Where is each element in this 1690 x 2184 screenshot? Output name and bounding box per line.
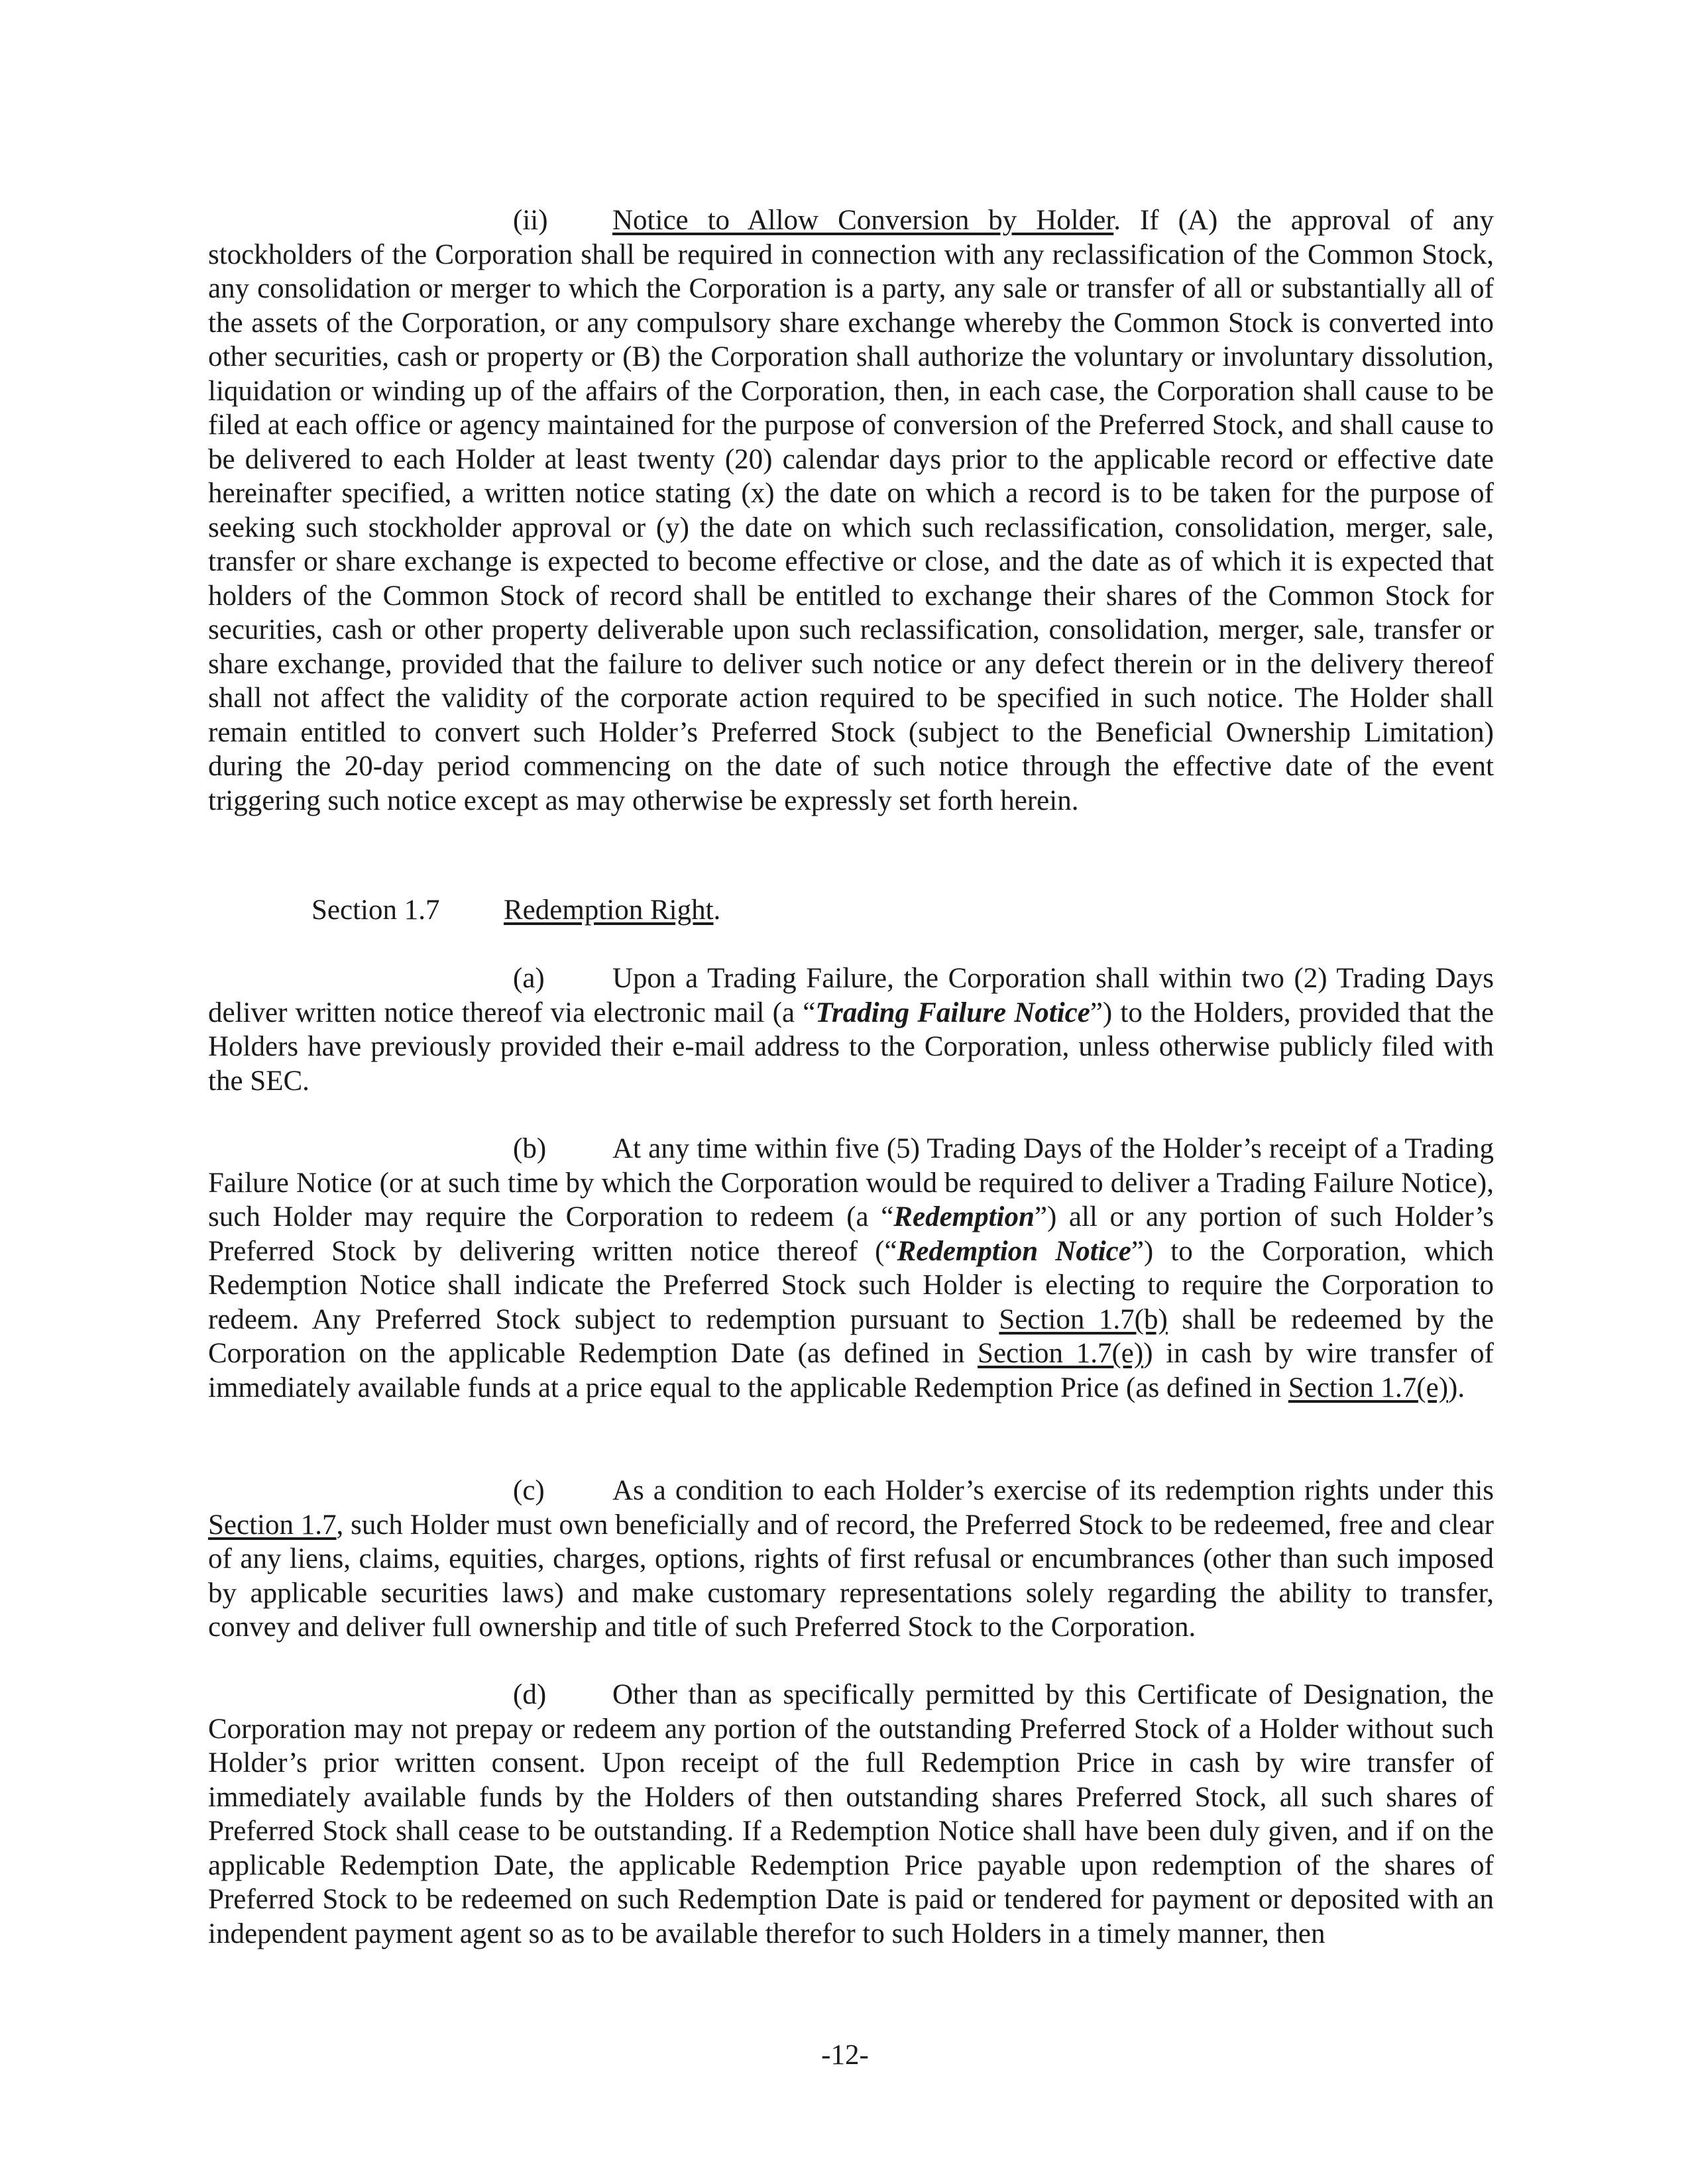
paragraph-text: Other than as specifically permitted by this Certificate of Designation, the Corporation may not prepay or redeem any portion of the outstanding Preferred Stock of a Holder without such Holder’s prior written consent. Upon receipt of the full Redemption Price in cash by wire transfer of immediately available funds by the Holders of then outstanding shares Preferred Stock, all such shares of Preferred Stock shall cease to be outstanding. If a Redemption Notice shall have been duly given, and if on the applicable Redemption Date, the applicable Redemption Price payable upon redemption of the shares of Preferred Stock to be redeemed on such Redemption Date is paid or tendered for payment or deposited with an independent payment agent so as to be available therefor to such Holders in a timely manner, then <box>208 1679 1494 1949</box>
section-reference: Section 1.7(e) <box>978 1338 1144 1369</box>
page-number: -12- <box>821 2040 869 2071</box>
defined-term: Redemption Notice <box>897 1235 1131 1267</box>
paragraph-text: ”) all or any portion of such Holder’s Preferred Stock by delivering written notice thereof (“ <box>208 1201 1494 1267</box>
section-title: Redemption Right <box>504 895 714 926</box>
paragraph-text: . If (A) the approval of any stockholders of the Corporation shall be required in connection with any reclassification of the Common Stock, any consolidation or merger to which the Corporation is a party, any sale or transfer of all or substantially all of the assets of the Corporation, or any compulsory share exchange whereby the Common Stock is converted into other securities, cash or property or (B) the Corporation shall authorize the voluntary or involuntary dissolution, liquidation or winding up of the affairs of the Corporation, then, in each case, the Corporation shall cause to be filed at each office or agency maintained for the purpose of conversion of the Preferred Stock, and shall cause to be delivered to each Holder at least twenty (20) calendar days prior to the applicable record or effective date hereinafter specified, a written notice stating (x) the date on which a record is to be taken for the purpose of seeking such stockholder approval or (y) the date on which such reclassification, consolidation, merger, sale, transfer or share exchange is expected to become effective or close, and the date as of which it is expected that holders of the Common Stock of record shall be entitled to exchange their shares of the Common Stock for securities, cash or other property deliverable upon such reclassification, consolidation, merger, sale, transfer or share exchange, provided that the failure to deliver such notice or any defect therein or in the delivery thereof shall not affect the validity of the corporate action required to be specified in such notice. The Holder shall remain entitled to convert such Holder’s Preferred Stock (subject to the Beneficial Ownership Limitation) during the 20-day period commencing on the date of such notice through the effective date of the event triggering such notice except as may otherwise be expressly set forth herein. <box>208 205 1494 816</box>
paragraph-label: (b) <box>513 1133 547 1164</box>
paragraph-text: ”) to the Corporation, which Redemption Notice shall indicate the Preferred Stock such Holder is electing to require the Corporation to redeem. Any Preferred Stock subject to redemption pursuant to <box>208 1235 1494 1335</box>
paragraph-text: As a condition to each Holder’s exercise of its redemption rights under this <box>612 1475 1494 1506</box>
paragraph-text: ). <box>1448 1372 1465 1403</box>
paragraph-text: Upon a Trading Failure, the Corporation shall within two (2) Trading Days deliver written notice thereof via electronic mail (a “ <box>208 963 1494 1028</box>
paragraph-text: ) in cash by wire transfer of immediately available funds at a price equal to the applicable Redemption Price (as defined in <box>208 1338 1494 1403</box>
paragraph-label: (ii) <box>513 205 548 236</box>
section-number: Section 1.7 <box>311 895 440 926</box>
paragraph-label: (c) <box>513 1475 545 1506</box>
section-title-suffix: . <box>713 895 721 926</box>
paragraph-text: shall be redeemed by the Corporation on the applicable Redemption Date (as defined in <box>208 1303 1494 1369</box>
paragraph-label: (a) <box>513 963 545 994</box>
section-reference: Section 1.7(e) <box>1288 1372 1449 1403</box>
defined-term: Redemption <box>893 1201 1035 1232</box>
paragraph-ii <box>208 203 1494 818</box>
section-reference: Section 1.7(b) <box>999 1303 1168 1335</box>
defined-term: Trading Failure Notice <box>815 997 1090 1028</box>
paragraph-text: ”) to the Holders, provided that the Holders have previously provided their e-mail address to the Corporation, unless otherwise publicly filed with the SEC. <box>208 997 1494 1097</box>
paragraph-b <box>208 1132 1494 1405</box>
paragraph-text: At any time within five (5) Trading Days of the Holder’s receipt of a Trading Failure Notice (or at such time by which the Corporation would be required to deliver a Trading Failure Notice), such Holder may require the Corporation to redeem (a “ <box>208 1133 1494 1232</box>
paragraph-d <box>208 1678 1494 1951</box>
paragraph-c <box>208 1474 1494 1645</box>
section-reference: Section 1.7 <box>208 1509 337 1541</box>
paragraph-a <box>208 961 1494 1098</box>
paragraph-text: , such Holder must own beneficially and of record, the Preferred Stock to be redeemed, free and clear of any liens, claims, equities, charges, options, rights of first refusal or encumbrances (other than such imposed by applicable securities laws) and make customary representations solely regarding the ability to transfer, convey and deliver full ownership and title of such Preferred Stock to the Corporation. <box>208 1509 1494 1643</box>
paragraph-heading: Notice to Allow Conversion by Holder <box>612 205 1114 236</box>
paragraph-label: (d) <box>513 1679 547 1710</box>
section-heading <box>311 893 720 928</box>
